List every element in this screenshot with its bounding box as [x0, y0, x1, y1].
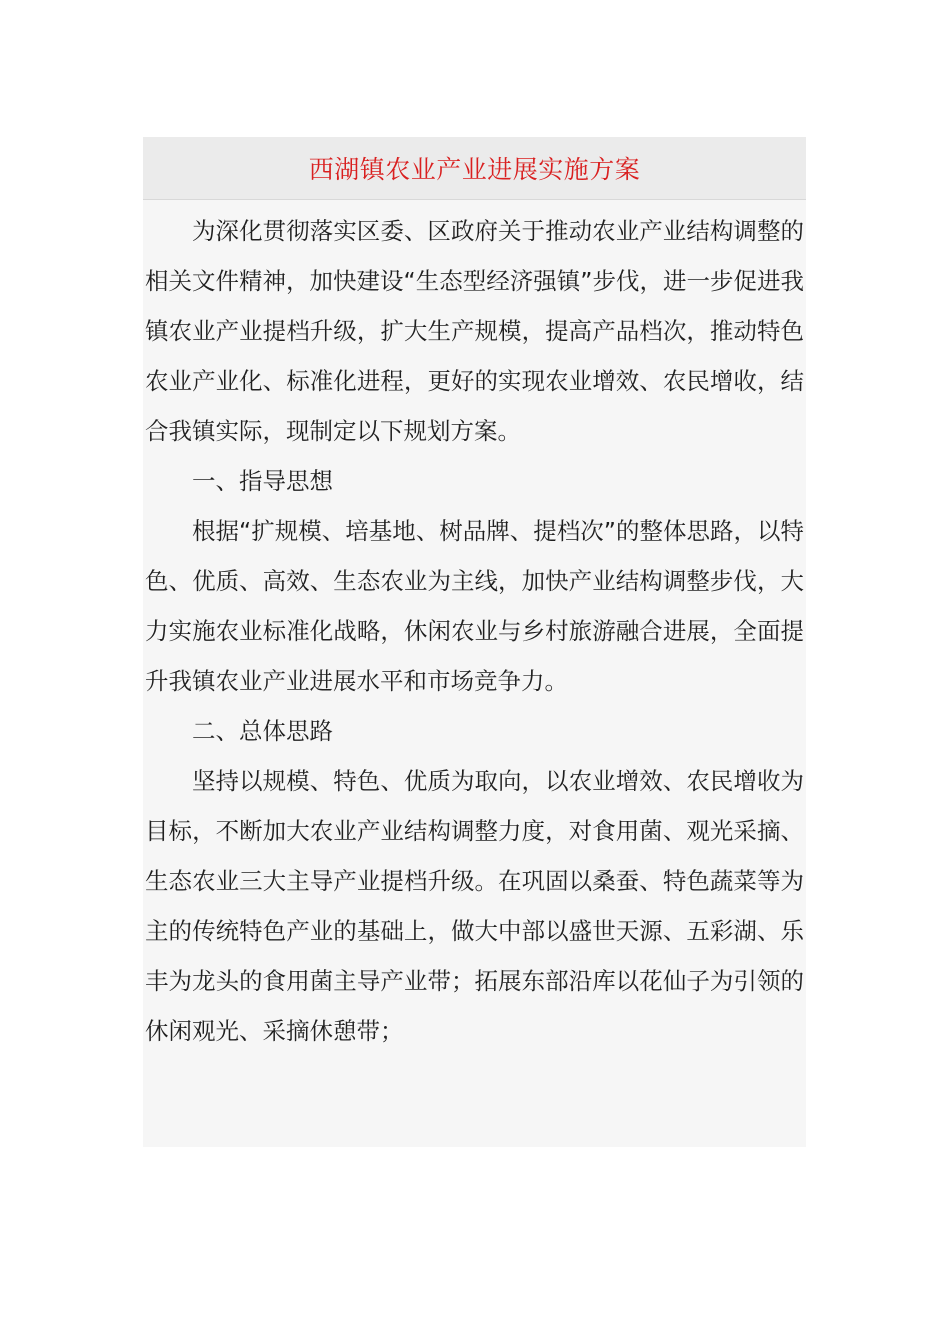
paragraph-guiding-thought: 根据“扩规模、培基地、树品牌、提档次”的整体思路，以特色、优质、高效、生态农业为主线，加快产业结构调整步伐，大力实施农业标准化战略，休闲农业与乡村旅游融合进展，全面提升我镇农业产业进展水平和市场竞争力。 [145, 517, 804, 695]
section-heading-guiding-thought: 一、指导思想 [192, 467, 333, 495]
section-heading-overall-approach: 二、总体思路 [192, 717, 333, 745]
document-page [143, 137, 806, 1147]
document-body [143, 200, 806, 1056]
paragraph-intro: 为深化贯彻落实区委、区政府关于推动农业产业结构调整的相关文件精神，加快建设“生态型经济强镇”步伐，进一步促进我镇农业产业提档升级，扩大生产规模，提高产品档次，推动特色农业产业化、标准化进程，更好的实现农业增效、农民增收，结合我镇实际，现制定以下规划方案。 [145, 217, 804, 445]
document-title: 西湖镇农业产业进展实施方案 [308, 155, 641, 184]
title-bar [143, 137, 806, 200]
paragraph-overall-approach: 坚持以规模、特色、优质为取向，以农业增效、农民增收为目标，不断加大农业产业结构调整力度，对食用菌、观光采摘、生态农业三大主导产业提档升级。在巩固以桑蚕、特色蔬菜等为主的传统特色产业的基础上，做大中部以盛世天源、五彩湖、乐丰为龙头的食用菌主导产业带；拓展东部沿库以花仙子为引领的休闲观光、采摘休憩带； [145, 767, 804, 1045]
